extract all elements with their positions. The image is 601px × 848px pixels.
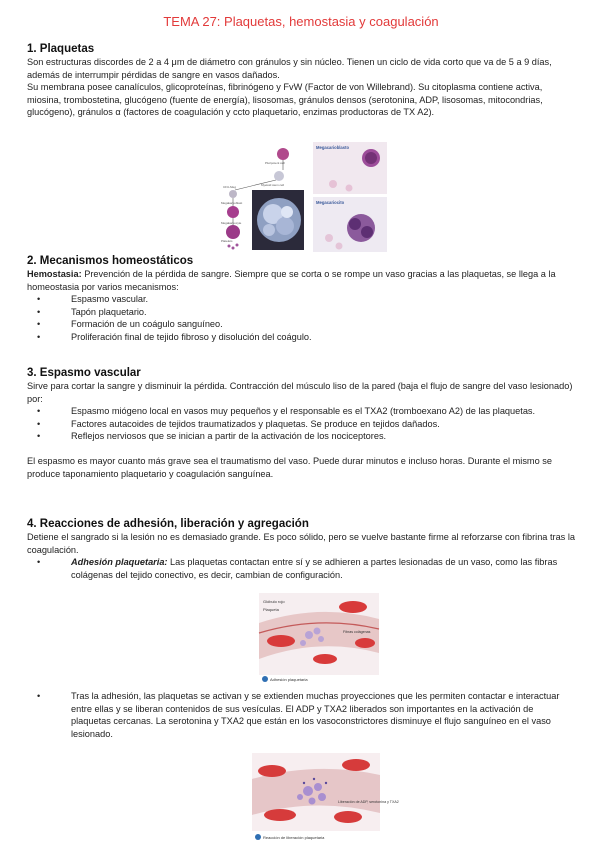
list-item: • Tras la adhesión, las plaquetas se activan y se extienden muchas proyecciones que les permiten contactar e interactuar entre ellas y se liberan contenidos de sus vesículas. El ADP y TXA2 liberados son importantes en la activación de plaquetas cercanas. La serotonina y TXA2 que están en los vasoconstrictores disminuye el flujo sanguíneo en el vaso lesionado.: [27, 690, 575, 740]
label-platelet: Plaqueta: [263, 607, 279, 612]
page-title: TEMA 27: Plaquetas, hemostasia y coagulación: [163, 14, 439, 29]
label-megakaryoblast: Megakaryoblast: [221, 201, 243, 205]
section-4-heading: 4. Reacciones de adhesión, liberación y agregación: [27, 518, 309, 530]
label-collagen: Fibras colágenas: [343, 630, 371, 634]
section-4: [27, 517, 575, 581]
hemostasia-term: Hemostasia:: [27, 269, 82, 279]
section-3-after: El espasmo es mayor cuanto más grave sea el traumatismo del vaso. Puede durar minutos e incluso horas. Durante el mismo se produce taponamiento plaquetario y coagulación sanguínea.: [27, 455, 552, 479]
section-3-list: [27, 405, 575, 443]
section-4-list-1: [27, 556, 575, 581]
megakaryoblast-title: Megacarioblasto: [316, 145, 350, 150]
list-item: • Formación de un coágulo sanguíneo.: [27, 318, 575, 331]
megakaryoblast-panel: [313, 142, 387, 194]
section-3: [27, 366, 575, 480]
section-4-paragraph: Detiene el sangrado si la lesión no es demasiado grande. Es poco sólido, pero se vuelve bastante firme al reforzarse con fibrina tras la coagulación.: [27, 532, 575, 555]
release-caption: Reacción de liberación plaquetaria: [263, 835, 325, 840]
list-item: • Reflejos nerviosos que se inician a partir de la activación de los nociceptores.: [27, 430, 575, 443]
list-item: • Tapón plaquetario.: [27, 306, 575, 319]
label-rbc: Glóbulo rojo: [263, 599, 285, 604]
list-item: • Adhesión plaquetaria: Las plaquetas contactan entre sí y se adhieren a partes lesionadas de un vaso, como las fibras colágenas del tejido conectivo, es decir, cambian de configuración.: [27, 556, 575, 581]
label-pluripotent: Pluripotent cell: [265, 161, 285, 165]
list-item: • Espasmo miógeno local en vasos muy pequeños y el responsable es el TXA2 (tromboexano A2) de las plaquetas.: [27, 405, 575, 418]
list-item: • Factores autacoides de tejidos traumatizados y plaquetas. Se produce en tejidos dañados.: [27, 418, 575, 431]
megakaryocyte-panel: [313, 197, 387, 252]
section-2: [27, 254, 575, 344]
platelet-formation-figure: [221, 142, 387, 252]
list-item: • Espasmo vascular.: [27, 293, 575, 306]
section-2-list: [27, 293, 575, 343]
section-1-heading: 1. Plaquetas: [27, 43, 95, 55]
section-4-continued: [27, 690, 575, 740]
section-1-paragraph-1: Son estructuras discordes de 2 a 4 μm de diámetro con gránulos y sin núcleo. Tienen un ciclo de vida corto que va de 5 a 9 días, además de interrumpir pérdidas de sangre en vasos dañados.: [27, 57, 552, 80]
section-4-list-2: [27, 690, 575, 740]
label-megakaryocyte: Megakaryocyte: [221, 221, 242, 225]
release-label: Liberación de ADP, serotonina y TXA2: [338, 800, 399, 804]
section-2-paragraph: Hemostasia: Prevención de la pérdida de sangre. Siempre que se corta o se rompe un vaso gracias a las plaquetas, se llega a la homeostasia por varios mecanismos:: [27, 269, 556, 292]
section-1-paragraph-2: Su membrana posee canalículos, glicoproteínas, fibrinógeno y FvW (Factor de von Willebrand). Su citoplasma contiene activa, miosina, trombostetina, glucógeno (fuente de energía), lisosomas, gránulos densos (serotonina, ADP, lisosomas, mitocondrias, glucógeno), gránulos α (factores de coagulación y ccto plaquetario, enzimas productoras de TX A2).: [27, 82, 543, 118]
label-myeloid: Myeloid stem cell: [261, 183, 285, 187]
document-page: [27, 14, 575, 119]
label-cfu: CFU-Meg: [223, 185, 237, 189]
adhesion-figure: [259, 593, 379, 683]
megakaryocyte-title: Megacariocito: [316, 200, 345, 205]
adhesion-term: Adhesión plaquetaria:: [71, 557, 168, 568]
release-figure: [252, 753, 399, 843]
adhesion-caption: Adhesión plaquetaria: [270, 677, 308, 682]
list-item: • Proliferación final de tejido fibroso y disolución del coágulo.: [27, 331, 575, 344]
platelet-micrograph: [252, 190, 304, 250]
label-platelets: Platelets: [221, 239, 233, 243]
section-3-heading: 3. Espasmo vascular: [27, 367, 141, 379]
section-3-paragraph: Sirve para cortar la sangre y disminuir la pérdida. Contracción del músculo liso de la pared (baja el flujo de sangre del vaso lesionado) por:: [27, 381, 573, 404]
section-2-heading: 2. Mecanismos homeostáticos: [27, 255, 194, 267]
